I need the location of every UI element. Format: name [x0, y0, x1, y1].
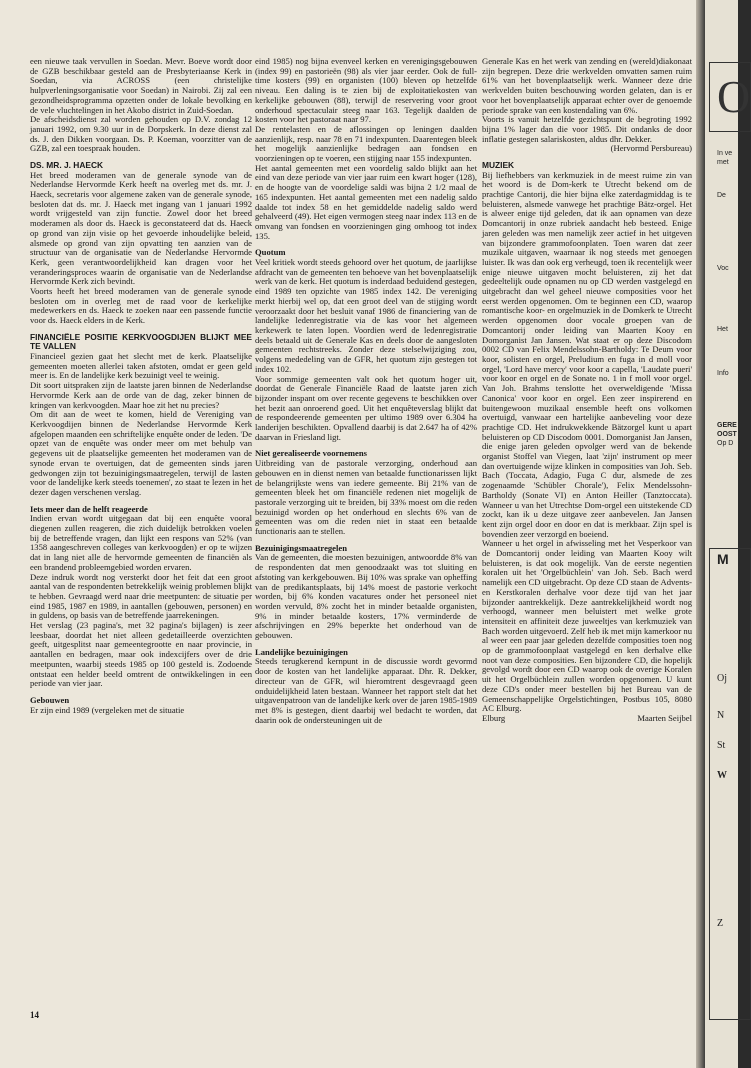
muziek-paragraph-1: Bij liefhebbers van kerkmuziek in de meest ruime zin van het woord is de Dom-kerk te Utrecht bekend om de prachtige Cantorij, die hier bijna elke zaterdagmiddag is te beluisteren, alsmede vanwege het prachtige Bätz-orgel. Het is alweer enige tijd geleden, dat ik aan opnamen van deze Domcantorij in onze rubriek aandacht heb besteed. Enige jaren geleden was men namelijk zeer actief in het uitgeven van bijzondere grammofoonplaten. Toen waren dat zeer muzikale uitgaven, waarnaar ik nog steeds met genoegen luister. Ik was dan ook erg verheugd, toen ik recentelijk weer enige nieuwe uitgaven mocht beluisteren, zij het dat gedeeltelijk oude opnamen nu op CD werden vastgelegd en uitgebracht dan wel geheel nieuwe composities voor het eerst werden opgenomen. Om te beginnen een CD, waarop romantische koor- en orgelmuziek in de Domkerk te Utrecht werden opgenomen door vocale groepen van de Domcantorij onder leiding van Maarten Kooy en Domorganist Jan Jansen. Wat staat er op deze Discodom 0002 CD van Felix Mendelssohn-Bartholdy: Te Deum voor koor, solisten en orgel, Preludium en fuga in d moll voor orgel, 'Lord have mercy' voor koor a capella, 'Laudate pueri' voor koor en orgel en de Sonate no. 1 in f moll voor orgel. Van Joh. Brahms tenslotte het overweldigende 'Missa Canonica' voor koor en orgel. Een zeer inspirerend en buitengewoon muzikaal ensemble heeft ons volkomen overtuigd, vanwaar een hartelijke aanbeveling voor deze prachtige CD. Het indrukwekkende Bätzorgel kunt u apart beluisteren op CD Discodom 0001. Domorganist Jan Jansen, die enige jaren geleden opvolger werd van de bekende organist Stoffel van Viegen, laat 'zijn' instrument op meer dan overtuigende wijze klinken in composities van Joh. Seb. Bach (Toccata, Adagio, Fuga C dur, alsmede de zes zogenaamde 'Schübler Chorale'), Felix Mendelssohn-Bartholdy (Sonate VI) en Anton Heiller (Tanztoccata). Wanneer u van het Utrechtse Dom-orgel een uitstekende CD zockt, kan ik u deze uitgave zeer aanbevelen. Jan Jansen kent zijn orgel door en door en dat is merkbaar. Zijn spel is bovendien zeer verzorgd en boeiend. — [482, 169, 692, 539]
heading-haeck: DS. MR. J. HAECK — [30, 160, 104, 171]
maatregelen-paragraph: Van de gemeenten, die moesten bezuinigen, antwoordde 8% van de respondenten dat men genoodzaakt was tot sluiting en afstoting van kerkgebouwen. Bij 10% was sprake van opheffing van de predikantsplaats, bij 14% moest de pastorie verkocht worden, bij 6% konden vacatures onder het personeel niet worden vervuld, 8% zocht het in minder betaalde organisten, 9% in minder betaalde kosters, 17% verminderde de afschrijvingen en 29% beperkte het onderhoud van de gebouwen. — [255, 552, 477, 641]
next-page-text: Z — [717, 918, 724, 929]
next-page-text: Het — [717, 326, 728, 333]
quotum-paragraph-1: Veel kritiek wordt steeds gehoord over het quotum, de jaarlijkse afdracht van de gemeenten ten behoeve van het bovenplaatselijk werk van de kerk. Het quotum is inderdaad beduidend gestegen, eind 1989 ten opzichte van 1985 index 142. De vereniging merkt hierbij wel op, dat een groot deel van de stijging wordt veroorzaakt door het besluit vanaf 1986 de financiering van de landelijke ledenregistratie via de kas voor het algemeen kerkewerk te laten lopen. Voordien werd de ledenregistratie deels betaald uit de Generale Kas en deels door de aangesloten gemeenten rechtstreeks. Zonder deze stelselwijziging zou, volgens mededeling van de GFR, het quotum zijn gestegen tot index 102. — [255, 257, 477, 374]
next-page-text: Info — [717, 370, 729, 377]
quotum-paragraph-2: Voor sommige gemeenten valt ook het quotum hoger uit, doordat de Generale Financiële Raad de laatste jaren zich bijzonder inspant om over recente gegevens te beschikken over het bezit aan onroerend goed. Uit het enquêteverslag blijkt dat de respondeerende gemeenten per ultimo 1989 over 6.304 ha landerijen beschikten. Opvallend daarbij is dat 2.647 ha of 42% daarvan in Friesland ligt. — [255, 373, 477, 442]
next-page-heading: OOST — [717, 431, 737, 438]
next-page-ad-box — [709, 548, 751, 1020]
intro-paragraph-2: De afscheidsdienst zal worden gehouden op D.V. zondag 12 januari 1992, om 9.30 uur in de Dorpskerk. In deze dienst zal ds. J. den Dikken voorgaan. Ds. P. Koeman, voorzitter van de GZB, zal een toespraak houden. — [30, 114, 252, 154]
next-page-text: De — [717, 192, 726, 199]
voornemens-paragraph: Uitbreiding van de pastorale verzorging, onderhoud aan gebouwen en in dienst nemen van betaalde functionarissen lijkt de belangrijkste wens van iedere gemeente. Bij 21% van de gemeenten bleek het om financiële redenen niet mogelijk de pastorale verzorging uit te breiden, bij 33% moest om die reden bezuinigd worden op het onderhoud en slechts 6% van de gemeenten was om die reden niet in staat een betaalde functionaris aan te stellen. — [255, 458, 477, 537]
next-page-big-letter: O — [717, 71, 751, 122]
heading-financiele-positie: FINANCIËLE POSITIE KERKVOOGDIJEN BLIJKT MEE TE VALLEN — [30, 331, 252, 352]
signature-place: Elburg — [482, 713, 506, 723]
next-page-text: Oj — [717, 673, 727, 684]
helft-paragraph-3: Het verslag (23 pagina's, met 32 pagina's bijlagen) is zeer leesbaar, doordat het niet alleen gedetailleerde overzichten geeft, uitgesplitst naar gemeentegrootte en naar provincie, in aantallen en bedragen, maar ook indexcijfers over de drie meetpunten, waarbij steeds 1985 op 100 gesteld is. Zodoende ontstaat een helder beeld omtrent de ontwikkelingen in een periode van vier jaar. — [30, 620, 252, 689]
next-page-box-letter: M — [717, 551, 729, 567]
next-page-heading: GERE — [717, 422, 737, 429]
subheading-helft: Iets meer dan de helft reageerde — [30, 503, 148, 514]
subheading-gebouwen: Gebouwen — [30, 694, 70, 705]
column-3 — [482, 57, 692, 724]
heading-muziek: MUZIEK — [482, 160, 515, 171]
fin-paragraph-3: Om dit aan de weet te komen, hield de Vereniging van Kerkvoogdijen binnen de Nederlandse Hervormde Kerk afgelopen maanden een schriftelijke enquête onder de leden. 'De opzet van de enquête was onder meer om met behulp van gegevens uit de plaatselijke gemeenten het moderamen van de synode ervan te overtuigen, dat de gemeenten sinds jaren gedwongen zijn tot bezuinigingsmaatregelen, terwijl de lasten voor de landelijke kerk steeds toenemen', zo staat te lezen in het dezer dagen verschenen verslag. — [30, 409, 252, 497]
helft-paragraph-2: Deze indruk wordt nog versterkt door het feit dat een groot aantal van de respondenten betrekkelijk weinig problemen blijkt te hebben. Gevraagd werd naar drie meetpunten: de situatie per eind 1985, 1987 en 1989, in aantallen (gebouwen, personen) en in guldens, op basis van de betreffende jaarrekeningen. — [30, 571, 252, 621]
page-number: 14 — [30, 1010, 39, 1020]
fin-paragraph-1: Financieel gezien gaat het slecht met de kerk. Plaatselijke gemeenten moeten allerlei taken afstoten, omdat er geen geld meer is. En de landelijke kerk bezuinigt veel te weinig. — [30, 351, 252, 381]
haeck-paragraph-2: Voorts heeft het breed moderamen van de generale synode besloten om in overleg met de raad voor de kerkelijke medewerkers en ds. Haeck te zoeken naar een passende functie voor ds. Haeck elders in de Kerk. — [30, 286, 252, 326]
signature-name: Maarten Seijbel — [637, 713, 692, 723]
landelijk-paragraph: Steeds terugkerend kernpunt in de discussie wordt gevormd door de kosten van het landelijke apparaat. Dhr. R. Dekker, directeur van de GFR, wil hieromtrent desgevraagd geen onduidelijkheid laten bestaan. Wanneer het rapport stelt dat het uitgavenpatroon van de landelijke kerk over de jaren 1985-1989 met 8% is gestegen, dient daarbij wel bedacht te worden, dat daarin ook de ondersteuningen uit de — [255, 656, 477, 725]
subheading-quotum: Quotum — [255, 247, 286, 258]
landelijk-paragraph-cont: Generale Kas en het werk van zending en (wereld)diakonaat zijn begrepen. Deze drie werkvelden omvatten samen ruim 61% van het bovenplaatselijk werk. Wanneer deze drie werkvelden buiten beschouwing worden gelaten, dan is er voor het bovenplaatselijk apparaat echter over de genoemde periode sprake van een kostendaling van 6%. — [482, 56, 692, 115]
saldo-paragraph: Het aantal gemeenten met een voordelig saldo blijkt aan het eind van deze periode van vier jaar ruim een kwart hoger (128), en de hoogte van de voordelige saldi was bijna 2 1/2 maal de 165 indexpunten. Het aantal gemeenten met een nadelig saldo daalde tot index 58 en het gemiddelde nadelig saldo werd gehalveerd (49). Het eigen vermogen steeg naar index 113 en de omvang van fondsen en voorzieningen ging omhoog tot index 135. — [255, 162, 477, 241]
next-page-text: W — [717, 770, 727, 781]
next-page-text: St — [717, 740, 726, 751]
rente-paragraph: De rentelasten en de aflossingen op leningen daalden aanzienlijk, resp. naar 78 en 71 indexpunten. Daarentegen bleek het mogelijk aanzienlijke bedragen aan fondsen en voorzieningen op te voeren, een stijging naar 155 indexpunten. — [255, 123, 477, 164]
muziek-paragraph-2: Wanneer u het orgel in afwisseling met het Vesperkoor van de Domcantorij onder leiding van Maarten Kooy wilt beluisteren, is dat ook mogelijk. Van de eerste negentien koralen uit het 'Orgelbüchlein' van Joh. Seb. Bach werd namelijk een CD uitgebracht. Op deze CD staan de Advents- en Kerstkoralen derhalve voor deze tijd van het jaar bijzonder aantrekkelijk. Deze aantrekkelijkheid wordt nog verhoogd, wanneer men beluistert met welke grote intensiteit en affiniteit deze juweeltjes van kerkmuziek van Bach worden uitgevoerd. Zelf heb ik met mijn kamerkoor nu al weer een paar jaar geleden dezelfde composities toen nog op de grammofoonplaat vastgelegd en ken derhalve elke noot van deze composities. Een bijzondere CD, die hopelijk gevolgd wordt door een CD waarop ook de overige Koralen uit het Orgelbüchlein zullen worden opgenomen. U kunt deze CD's onder meer bestellen bij het Bureau van de Gemeenschappelijke Orgelstichtingen, Postbus 105, 8080 AC Elburg. — [482, 538, 692, 714]
signature-line — [482, 714, 692, 724]
credit-persbureau: (Hervormd Persbureau) — [610, 143, 692, 154]
next-page-text: In ve — [717, 150, 733, 157]
next-page-text: Voc — [717, 265, 729, 272]
subheading-maatregelen: Bezuinigingsmaatregelen — [255, 542, 347, 553]
helft-paragraph-1: Indien ervan wordt uitgegaan dat bij een enquête vooral diegenen zullen reageren, die zich duidelijk betrokken voelen bij de betreffende vragen, dan lijkt een respons van 52% (van 1358 aangeschreven colleges van kerkvoogden) er op te wijzen dat in lang niet alle de hervormde gemeenten de financiën als een brandend probleemgebied worden ervaren. — [30, 513, 252, 572]
next-page-text: met — [717, 159, 729, 166]
intro-paragraph: een nieuwe taak vervullen in Soedan. Mevr. Boeve wordt door de GZB beschikbaar gesteld aan de Presbyteriaanse Kerk in Soedan, via ACROSS (een christelijke hulpverleningsorganisatie voor Soedan) in Nairobi. Zij zal een gezondheidsprogramma opzetten onder de lokale bevolking en de vele vluchtelingen in het Akobo district in Zuid-Soedan. — [30, 56, 252, 115]
next-page-text: Op D — [717, 440, 734, 447]
column-1 — [30, 57, 252, 715]
column-2 — [255, 57, 477, 725]
fin-paragraph-2: Dit soort uitspraken zijn de laatste jaren binnen de Nederlandse Hervormde Kerk aan de orde van de dag, zeker binnen de kringen van kerkvoogden. Maar hoe zit het nu precies? — [30, 380, 252, 410]
next-page-edge — [705, 0, 751, 1068]
gebouwen-paragraph: Er zijn eind 1989 (vergeleken met de situatie — [30, 704, 185, 715]
haeck-paragraph-1: Het breed moderamen van de generale synode van de Nederlandse Hervormde Kerk heeft na overleg met ds. mr. J. Haeck, secretaris voor algemene zaken van de generale synode, besloten dat ds. mr. J. Haeck met ingang van 1 januari 1992 wordt vrijgesteld van zijn functie. Zowel door het breed moderamen als door ds. Haeck is geconstateerd dat ds. Haeck op grond van zijn visie op het gevoerde inhoudelijke beleid, alsmede op grond van zijn opvatting ten aanzien van de structuur van de organisatie van de Nederlandse Hervormde Kerk, geen verantwoordelijkheid kan dragen voor het veranderingsproces waarin de organisatie van de Nederlandse Hervormde Kerk zich bevindt. — [30, 169, 252, 287]
gebouwen-paragraph-cont: eind 1985) nog bijna evenveel kerken en verenigingsgebouwen (index 99) en pastorieën (98) als vier jaar eerder. Ook de full-time kosters (99) en organisten (100) bleven op hetzelfde niveau. Een daling is te zien bij de exploitatiekosten van kerkelijke gebouwen (88), terwijl de reservering voor groot onderhoud spectaculair steeg naar 163. Tegelijk daalden de kosten voor het pastoraat naar 97. — [255, 56, 477, 125]
begroting-paragraph: Voorts is vanuit hetzelfde gezichtspunt de begroting 1992 bijna 1% lager dan die voor 1985. Dit ondanks de door inflatie gestegen salariskosten, aldus dhr. Dekker. — [482, 114, 692, 144]
subheading-voornemens: Niet gerealiseerde voornemens — [255, 448, 367, 459]
next-page-text: N — [717, 710, 725, 721]
subheading-landelijk: Landelijke bezuinigingen — [255, 646, 348, 657]
